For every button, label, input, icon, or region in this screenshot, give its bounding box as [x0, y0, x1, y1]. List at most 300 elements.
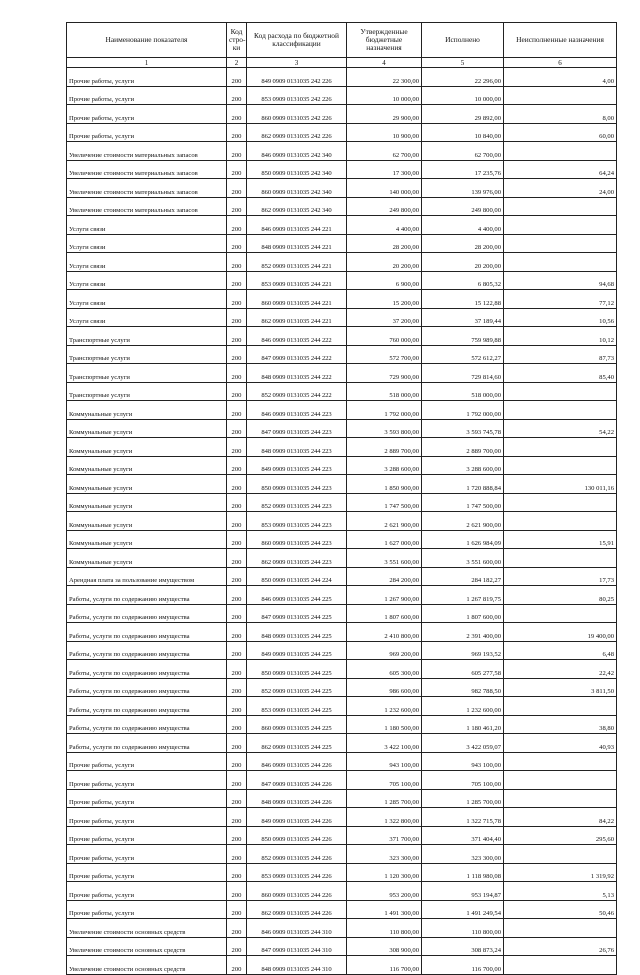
- row-name-cell: Работы, услуги по содержанию имущества: [67, 623, 227, 642]
- row-unexecuted-cell: 24,00: [504, 179, 617, 198]
- row-expense-code-cell: 862 0909 0131035 244 221: [247, 308, 347, 327]
- row-approved-cell: 4 400,00: [347, 216, 422, 235]
- row-expense-code-cell: 849 0909 0131035 244 226: [247, 808, 347, 827]
- table-body: [67, 68, 617, 975]
- row-expense-code-cell: 847 0909 0131035 244 223: [247, 419, 347, 438]
- row-line-code-cell: 200: [227, 253, 247, 272]
- row-line-code-cell: 200: [227, 641, 247, 660]
- row-executed-cell: 3 551 600,00: [422, 549, 504, 568]
- row-expense-code-cell: 848 0909 0131035 244 221: [247, 234, 347, 253]
- row-line-code-cell: 200: [227, 567, 247, 586]
- row-line-code-cell: 200: [227, 919, 247, 938]
- row-line-code-cell: 200: [227, 678, 247, 697]
- row-approved-cell: 249 800,00: [347, 197, 422, 216]
- row-expense-code-cell: 849 0909 0131035 244 225: [247, 641, 347, 660]
- row-approved-cell: 1 120 300,00: [347, 863, 422, 882]
- row-line-code-cell: 200: [227, 179, 247, 198]
- row-executed-cell: 6 805,32: [422, 271, 504, 290]
- row-name-cell: Прочие работы, услуги: [67, 86, 227, 105]
- row-expense-code-cell: 860 0909 0131035 244 225: [247, 715, 347, 734]
- table-row: [67, 623, 617, 642]
- row-name-cell: Увеличение стоимости материальных запасов: [67, 142, 227, 161]
- row-name-cell: Прочие работы, услуги: [67, 105, 227, 124]
- row-line-code-cell: 200: [227, 327, 247, 346]
- row-unexecuted-cell: 40,93: [504, 734, 617, 753]
- row-approved-cell: 1 792 000,00: [347, 401, 422, 420]
- row-approved-cell: 1 180 500,00: [347, 715, 422, 734]
- row-unexecuted-cell: [504, 253, 617, 272]
- row-name-cell: Услуги связи: [67, 216, 227, 235]
- table-row: [67, 438, 617, 457]
- row-name-cell: Прочие работы, услуги: [67, 882, 227, 901]
- row-executed-cell: 15 122,88: [422, 290, 504, 309]
- row-unexecuted-cell: 80,25: [504, 586, 617, 605]
- table-row: [67, 678, 617, 697]
- row-executed-cell: 22 296,00: [422, 68, 504, 87]
- row-unexecuted-cell: 295,60: [504, 826, 617, 845]
- row-expense-code-cell: 853 0909 0131035 242 226: [247, 86, 347, 105]
- row-unexecuted-cell: 1 319,92: [504, 863, 617, 882]
- row-unexecuted-cell: [504, 234, 617, 253]
- row-executed-cell: 62 700,00: [422, 142, 504, 161]
- row-unexecuted-cell: [504, 697, 617, 716]
- row-unexecuted-cell: [504, 493, 617, 512]
- row-approved-cell: 2 889 700,00: [347, 438, 422, 457]
- row-unexecuted-cell: 130 011,16: [504, 475, 617, 494]
- row-expense-code-cell: 846 0909 0131035 244 225: [247, 586, 347, 605]
- row-expense-code-cell: 846 0909 0131035 244 222: [247, 327, 347, 346]
- row-unexecuted-cell: [504, 789, 617, 808]
- table-row: [67, 493, 617, 512]
- row-executed-cell: 705 100,00: [422, 771, 504, 790]
- table-row: [67, 160, 617, 179]
- row-executed-cell: 1 285 700,00: [422, 789, 504, 808]
- row-expense-code-cell: 853 0909 0131035 244 226: [247, 863, 347, 882]
- row-line-code-cell: 200: [227, 660, 247, 679]
- row-name-cell: Коммунальные услуги: [67, 549, 227, 568]
- table-row: [67, 475, 617, 494]
- table-row: [67, 567, 617, 586]
- table-row: [67, 364, 617, 383]
- row-expense-code-cell: 847 0909 0131035 244 226: [247, 771, 347, 790]
- row-executed-cell: 284 182,27: [422, 567, 504, 586]
- row-name-cell: Увеличение стоимости материальных запасов: [67, 160, 227, 179]
- row-unexecuted-cell: 3 811,50: [504, 678, 617, 697]
- row-approved-cell: 17 300,00: [347, 160, 422, 179]
- row-executed-cell: 1 626 984,09: [422, 530, 504, 549]
- table-row: [67, 197, 617, 216]
- row-line-code-cell: 200: [227, 271, 247, 290]
- table-row: [67, 290, 617, 309]
- row-unexecuted-cell: 26,76: [504, 937, 617, 956]
- row-name-cell: Коммунальные услуги: [67, 438, 227, 457]
- row-name-cell: Услуги связи: [67, 253, 227, 272]
- row-name-cell: Транспортные услуги: [67, 382, 227, 401]
- row-approved-cell: 953 200,00: [347, 882, 422, 901]
- row-line-code-cell: 200: [227, 123, 247, 142]
- row-unexecuted-cell: 60,00: [504, 123, 617, 142]
- row-name-cell: Увеличение стоимости материальных запасов: [67, 197, 227, 216]
- row-executed-cell: 3 593 745,78: [422, 419, 504, 438]
- row-unexecuted-cell: [504, 456, 617, 475]
- table-row: [67, 327, 617, 346]
- row-line-code-cell: 200: [227, 863, 247, 882]
- row-name-cell: Увеличение стоимости основных средств: [67, 956, 227, 975]
- row-expense-code-cell: 850 0909 0131035 244 226: [247, 826, 347, 845]
- row-unexecuted-cell: [504, 382, 617, 401]
- row-unexecuted-cell: [504, 845, 617, 864]
- row-approved-cell: 1 267 900,00: [347, 586, 422, 605]
- row-expense-code-cell: 860 0909 0131035 242 340: [247, 179, 347, 198]
- table-row: [67, 234, 617, 253]
- row-line-code-cell: 200: [227, 475, 247, 494]
- row-unexecuted-cell: 10,12: [504, 327, 617, 346]
- row-executed-cell: 116 700,00: [422, 956, 504, 975]
- row-approved-cell: 1 747 500,00: [347, 493, 422, 512]
- table-row: [67, 882, 617, 901]
- row-expense-code-cell: 850 0909 0131035 244 223: [247, 475, 347, 494]
- row-executed-cell: 29 892,00: [422, 105, 504, 124]
- row-expense-code-cell: 862 0909 0131035 242 226: [247, 123, 347, 142]
- column-number-row: [67, 58, 617, 68]
- row-name-cell: Коммунальные услуги: [67, 493, 227, 512]
- table-row: [67, 549, 617, 568]
- row-approved-cell: 1 627 000,00: [347, 530, 422, 549]
- row-approved-cell: 15 200,00: [347, 290, 422, 309]
- table-row: [67, 179, 617, 198]
- row-line-code-cell: 200: [227, 456, 247, 475]
- row-unexecuted-cell: [504, 771, 617, 790]
- row-approved-cell: 729 900,00: [347, 364, 422, 383]
- row-expense-code-cell: 849 0909 0131035 242 226: [247, 68, 347, 87]
- row-line-code-cell: 200: [227, 623, 247, 642]
- table-row: [67, 734, 617, 753]
- row-executed-cell: 1 232 600,00: [422, 697, 504, 716]
- row-line-code-cell: 200: [227, 345, 247, 364]
- row-expense-code-cell: 853 0909 0131035 244 221: [247, 271, 347, 290]
- table-row: [67, 68, 617, 87]
- row-expense-code-cell: 849 0909 0131035 244 223: [247, 456, 347, 475]
- row-approved-cell: 6 900,00: [347, 271, 422, 290]
- row-expense-code-cell: 852 0909 0131035 244 226: [247, 845, 347, 864]
- row-executed-cell: 1 322 715,78: [422, 808, 504, 827]
- row-expense-code-cell: 860 0909 0131035 244 226: [247, 882, 347, 901]
- row-expense-code-cell: 853 0909 0131035 244 225: [247, 697, 347, 716]
- row-unexecuted-cell: 50,46: [504, 900, 617, 919]
- row-executed-cell: 969 193,52: [422, 641, 504, 660]
- row-name-cell: Прочие работы, услуги: [67, 826, 227, 845]
- row-unexecuted-cell: 8,00: [504, 105, 617, 124]
- table-row: [67, 789, 617, 808]
- row-executed-cell: 1 118 980,08: [422, 863, 504, 882]
- table-row: [67, 271, 617, 290]
- header-name: Наименование показателя: [67, 23, 227, 58]
- row-approved-cell: 22 300,00: [347, 68, 422, 87]
- row-line-code-cell: 200: [227, 826, 247, 845]
- row-approved-cell: 116 700,00: [347, 956, 422, 975]
- row-name-cell: Прочие работы, услуги: [67, 900, 227, 919]
- row-line-code-cell: 200: [227, 290, 247, 309]
- table-row: [67, 86, 617, 105]
- row-unexecuted-cell: [504, 401, 617, 420]
- row-unexecuted-cell: [504, 549, 617, 568]
- table-header-row: [67, 23, 617, 58]
- row-executed-cell: 2 889 700,00: [422, 438, 504, 457]
- table-row: [67, 142, 617, 161]
- row-approved-cell: 1 850 900,00: [347, 475, 422, 494]
- column-number: 1: [67, 58, 227, 68]
- row-name-cell: Транспортные услуги: [67, 364, 227, 383]
- row-approved-cell: 62 700,00: [347, 142, 422, 161]
- row-approved-cell: 37 200,00: [347, 308, 422, 327]
- table-row: [67, 715, 617, 734]
- row-expense-code-cell: 852 0909 0131035 244 223: [247, 493, 347, 512]
- table-row: [67, 826, 617, 845]
- row-name-cell: Работы, услуги по содержанию имущества: [67, 660, 227, 679]
- row-name-cell: Работы, услуги по содержанию имущества: [67, 697, 227, 716]
- row-name-cell: Работы, услуги по содержанию имущества: [67, 586, 227, 605]
- row-line-code-cell: 200: [227, 882, 247, 901]
- row-expense-code-cell: 862 0909 0131035 244 223: [247, 549, 347, 568]
- row-line-code-cell: 200: [227, 789, 247, 808]
- row-name-cell: Коммунальные услуги: [67, 530, 227, 549]
- row-name-cell: Увеличение стоимости материальных запасов: [67, 179, 227, 198]
- row-unexecuted-cell: 54,22: [504, 419, 617, 438]
- table-row: [67, 697, 617, 716]
- row-expense-code-cell: 850 0909 0131035 244 225: [247, 660, 347, 679]
- row-unexecuted-cell: [504, 438, 617, 457]
- row-name-cell: Транспортные услуги: [67, 327, 227, 346]
- row-expense-code-cell: 846 0909 0131035 244 223: [247, 401, 347, 420]
- row-unexecuted-cell: 87,73: [504, 345, 617, 364]
- table-row: [67, 956, 617, 975]
- row-approved-cell: 1 232 600,00: [347, 697, 422, 716]
- row-unexecuted-cell: 64,24: [504, 160, 617, 179]
- row-executed-cell: 572 612,27: [422, 345, 504, 364]
- row-approved-cell: 371 700,00: [347, 826, 422, 845]
- row-executed-cell: 249 800,00: [422, 197, 504, 216]
- row-name-cell: Коммунальные услуги: [67, 475, 227, 494]
- row-name-cell: Прочие работы, услуги: [67, 845, 227, 864]
- row-name-cell: Коммунальные услуги: [67, 401, 227, 420]
- row-executed-cell: 943 100,00: [422, 752, 504, 771]
- row-expense-code-cell: 853 0909 0131035 244 223: [247, 512, 347, 531]
- row-expense-code-cell: 862 0909 0131035 242 340: [247, 197, 347, 216]
- row-unexecuted-cell: 15,91: [504, 530, 617, 549]
- header-approved: Утвержденные бюджетные назначения: [347, 23, 422, 58]
- column-number: 4: [347, 58, 422, 68]
- table-row: [67, 456, 617, 475]
- column-number: 2: [227, 58, 247, 68]
- row-name-cell: Работы, услуги по содержанию имущества: [67, 604, 227, 623]
- row-approved-cell: 2 410 800,00: [347, 623, 422, 642]
- row-line-code-cell: 200: [227, 308, 247, 327]
- row-line-code-cell: 200: [227, 438, 247, 457]
- row-unexecuted-cell: 17,73: [504, 567, 617, 586]
- row-line-code-cell: 200: [227, 142, 247, 161]
- row-expense-code-cell: 850 0909 0131035 244 224: [247, 567, 347, 586]
- table-row: [67, 863, 617, 882]
- header-executed: Исполнено: [422, 23, 504, 58]
- row-line-code-cell: 200: [227, 715, 247, 734]
- row-name-cell: Арендная плата за пользование имуществом: [67, 567, 227, 586]
- row-approved-cell: 1 491 300,00: [347, 900, 422, 919]
- table-row: [67, 845, 617, 864]
- row-unexecuted-cell: 19 400,00: [504, 623, 617, 642]
- report-sheet: [66, 22, 616, 975]
- row-unexecuted-cell: [504, 142, 617, 161]
- row-executed-cell: 3 422 059,07: [422, 734, 504, 753]
- row-executed-cell: 28 200,00: [422, 234, 504, 253]
- row-line-code-cell: 200: [227, 512, 247, 531]
- header-unexecuted: Неисполненные назначения: [504, 23, 617, 58]
- row-approved-cell: 1 807 600,00: [347, 604, 422, 623]
- row-line-code-cell: 200: [227, 382, 247, 401]
- row-executed-cell: 37 189,44: [422, 308, 504, 327]
- table-row: [67, 105, 617, 124]
- row-line-code-cell: 200: [227, 956, 247, 975]
- header-line-code: Код стро-ки: [227, 23, 247, 58]
- row-line-code-cell: 200: [227, 216, 247, 235]
- row-name-cell: Коммунальные услуги: [67, 419, 227, 438]
- row-approved-cell: 605 300,00: [347, 660, 422, 679]
- row-executed-cell: 308 873,24: [422, 937, 504, 956]
- row-expense-code-cell: 852 0909 0131035 244 225: [247, 678, 347, 697]
- table-row: [67, 808, 617, 827]
- row-expense-code-cell: 846 0909 0131035 244 221: [247, 216, 347, 235]
- row-line-code-cell: 200: [227, 105, 247, 124]
- row-expense-code-cell: 860 0909 0131035 244 221: [247, 290, 347, 309]
- row-line-code-cell: 200: [227, 586, 247, 605]
- row-executed-cell: 2 391 400,00: [422, 623, 504, 642]
- row-approved-cell: 705 100,00: [347, 771, 422, 790]
- row-unexecuted-cell: [504, 197, 617, 216]
- row-name-cell: Работы, услуги по содержанию имущества: [67, 715, 227, 734]
- table-row: [67, 123, 617, 142]
- row-executed-cell: 953 194,87: [422, 882, 504, 901]
- table-row: [67, 660, 617, 679]
- row-expense-code-cell: 850 0909 0131035 242 340: [247, 160, 347, 179]
- row-line-code-cell: 200: [227, 604, 247, 623]
- table-row: [67, 216, 617, 235]
- row-line-code-cell: 200: [227, 845, 247, 864]
- row-approved-cell: 3 422 100,00: [347, 734, 422, 753]
- table-row: [67, 586, 617, 605]
- row-expense-code-cell: 848 0909 0131035 244 223: [247, 438, 347, 457]
- row-unexecuted-cell: [504, 919, 617, 938]
- row-executed-cell: 10 840,00: [422, 123, 504, 142]
- row-approved-cell: 969 200,00: [347, 641, 422, 660]
- row-name-cell: Коммунальные услуги: [67, 456, 227, 475]
- row-approved-cell: 323 300,00: [347, 845, 422, 864]
- table-row: [67, 401, 617, 420]
- row-approved-cell: 986 600,00: [347, 678, 422, 697]
- row-approved-cell: 1 322 800,00: [347, 808, 422, 827]
- row-name-cell: Работы, услуги по содержанию имущества: [67, 641, 227, 660]
- row-expense-code-cell: 862 0909 0131035 244 225: [247, 734, 347, 753]
- row-unexecuted-cell: [504, 604, 617, 623]
- row-line-code-cell: 200: [227, 493, 247, 512]
- row-unexecuted-cell: [504, 216, 617, 235]
- budget-execution-table: [66, 22, 617, 975]
- row-line-code-cell: 200: [227, 771, 247, 790]
- row-line-code-cell: 200: [227, 197, 247, 216]
- table-row: [67, 308, 617, 327]
- row-line-code-cell: 200: [227, 364, 247, 383]
- row-approved-cell: 3 593 800,00: [347, 419, 422, 438]
- row-expense-code-cell: 847 0909 0131035 244 310: [247, 937, 347, 956]
- row-name-cell: Прочие работы, услуги: [67, 808, 227, 827]
- table-row: [67, 604, 617, 623]
- row-name-cell: Услуги связи: [67, 271, 227, 290]
- row-executed-cell: 605 277,58: [422, 660, 504, 679]
- row-unexecuted-cell: [504, 752, 617, 771]
- row-unexecuted-cell: 5,13: [504, 882, 617, 901]
- row-expense-code-cell: 862 0909 0131035 244 226: [247, 900, 347, 919]
- row-executed-cell: 3 288 600,00: [422, 456, 504, 475]
- row-approved-cell: 284 200,00: [347, 567, 422, 586]
- row-line-code-cell: 200: [227, 68, 247, 87]
- row-executed-cell: 371 404,40: [422, 826, 504, 845]
- row-name-cell: Прочие работы, услуги: [67, 68, 227, 87]
- row-executed-cell: 139 976,00: [422, 179, 504, 198]
- row-line-code-cell: 200: [227, 900, 247, 919]
- table-row: [67, 345, 617, 364]
- row-expense-code-cell: 846 0909 0131035 244 226: [247, 752, 347, 771]
- row-name-cell: Транспортные услуги: [67, 345, 227, 364]
- row-approved-cell: 2 621 900,00: [347, 512, 422, 531]
- row-unexecuted-cell: 10,56: [504, 308, 617, 327]
- row-approved-cell: 10 000,00: [347, 86, 422, 105]
- row-name-cell: Работы, услуги по содержанию имущества: [67, 678, 227, 697]
- row-line-code-cell: 200: [227, 697, 247, 716]
- row-expense-code-cell: 860 0909 0131035 242 226: [247, 105, 347, 124]
- row-name-cell: Услуги связи: [67, 290, 227, 309]
- row-executed-cell: 1 807 600,00: [422, 604, 504, 623]
- row-approved-cell: 20 200,00: [347, 253, 422, 272]
- row-executed-cell: 4 400,00: [422, 216, 504, 235]
- row-approved-cell: 29 900,00: [347, 105, 422, 124]
- column-number: 3: [247, 58, 347, 68]
- row-expense-code-cell: 860 0909 0131035 244 223: [247, 530, 347, 549]
- row-approved-cell: 760 000,00: [347, 327, 422, 346]
- row-executed-cell: 982 788,50: [422, 678, 504, 697]
- table-row: [67, 919, 617, 938]
- row-unexecuted-cell: 22,42: [504, 660, 617, 679]
- row-unexecuted-cell: 85,40: [504, 364, 617, 383]
- row-unexecuted-cell: 94,68: [504, 271, 617, 290]
- row-name-cell: Коммунальные услуги: [67, 512, 227, 531]
- row-line-code-cell: 200: [227, 530, 247, 549]
- row-executed-cell: 759 989,88: [422, 327, 504, 346]
- row-name-cell: Прочие работы, услуги: [67, 789, 227, 808]
- table-row: [67, 752, 617, 771]
- row-approved-cell: 140 000,00: [347, 179, 422, 198]
- row-executed-cell: 1 720 888,84: [422, 475, 504, 494]
- row-name-cell: Работы, услуги по содержанию имущества: [67, 734, 227, 753]
- row-expense-code-cell: 846 0909 0131035 242 340: [247, 142, 347, 161]
- row-line-code-cell: 200: [227, 401, 247, 420]
- row-expense-code-cell: 847 0909 0131035 244 225: [247, 604, 347, 623]
- row-unexecuted-cell: 6,48: [504, 641, 617, 660]
- row-executed-cell: 1 792 000,00: [422, 401, 504, 420]
- row-unexecuted-cell: [504, 512, 617, 531]
- row-name-cell: Услуги связи: [67, 308, 227, 327]
- row-unexecuted-cell: 84,22: [504, 808, 617, 827]
- row-name-cell: Прочие работы, услуги: [67, 123, 227, 142]
- row-executed-cell: 518 000,00: [422, 382, 504, 401]
- row-expense-code-cell: 846 0909 0131035 244 310: [247, 919, 347, 938]
